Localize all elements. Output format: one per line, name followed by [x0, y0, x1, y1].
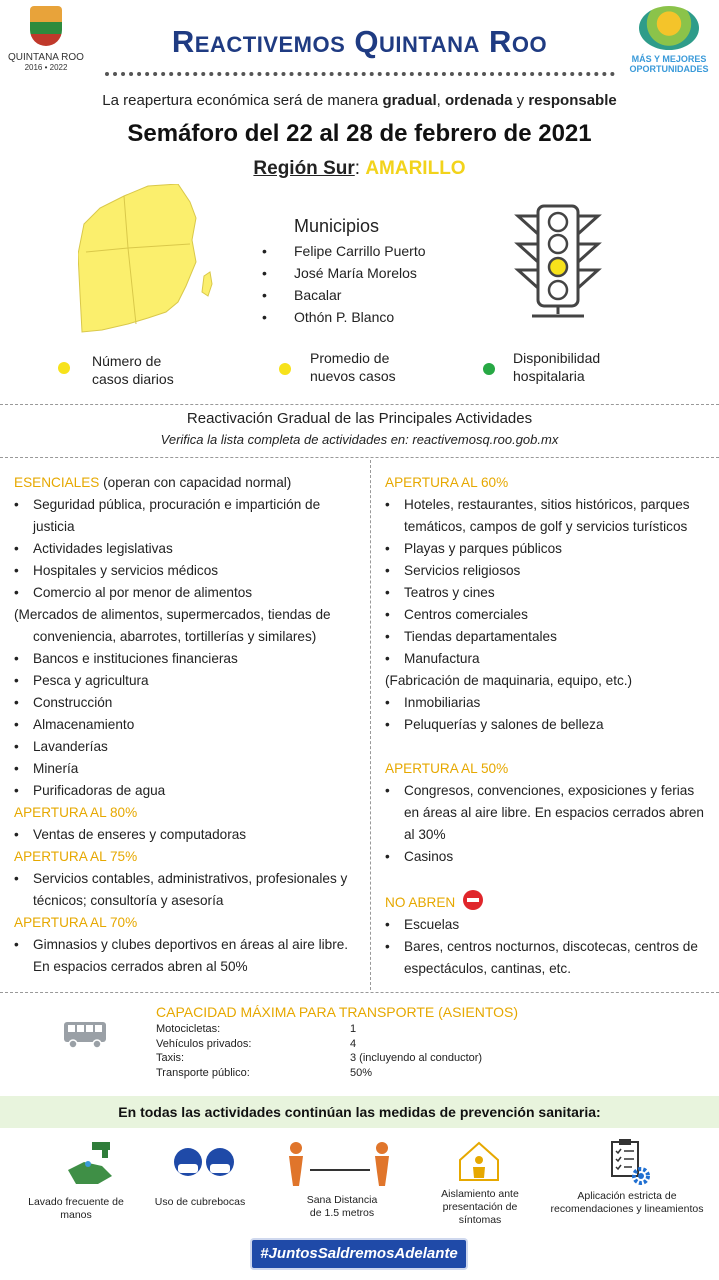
list-item: • Hoteles, restaurantes, sitios históricos, parques temáticos, campos de golf y servicios turísticos [385, 497, 690, 534]
municipio-name: Othón P. Blanco [294, 309, 395, 325]
list-item: • Servicios religiosos [385, 563, 521, 578]
intro-text [0, 92, 719, 109]
row-label: Vehículos privados: [156, 1037, 252, 1050]
list-item: • Inmobiliarias [385, 695, 481, 710]
list-item: • Servicios contables, administrativos, profesionales y técnicos; consultoría y asesoría [14, 871, 348, 908]
indicator-line: Promedio de [310, 350, 390, 366]
prevention-label [20, 1196, 132, 1222]
item-text: Casinos [404, 849, 454, 864]
municipios-title: Municipios [294, 216, 380, 236]
item-text: Tiendas departamentales [404, 629, 557, 644]
activities-title: Reactivación Gradual de las Principales Actividades [186, 410, 533, 427]
note-text: (Fabricación de maquinaria, equipo, etc.) [385, 673, 633, 688]
table-row [156, 1022, 482, 1037]
section-heading: APERTURA AL 70% [14, 915, 138, 930]
list-item: • Manufactura [385, 651, 480, 666]
face-mask-icon [172, 1142, 236, 1184]
page-title: Reactivemos Quintana Roo [171, 24, 548, 59]
label-line: presentación de [442, 1201, 518, 1213]
item-text: Playas y parques públicos [404, 541, 562, 556]
column-divider [370, 460, 371, 990]
tree-icon [639, 6, 699, 50]
list-item: • Actividades legislativas [14, 541, 173, 556]
left-column [14, 472, 364, 978]
item-text: Purificadoras de agua [33, 783, 166, 798]
table-row [156, 1051, 482, 1066]
label-line: manos [60, 1209, 92, 1221]
label-line: Uso de cubrebocas [154, 1196, 246, 1208]
bus-icon [62, 1020, 108, 1050]
social-distance-icon [286, 1140, 396, 1188]
municipios-list [262, 240, 426, 328]
no-entry-icon [463, 890, 483, 910]
intro-word: ordenada [444, 92, 513, 109]
section-heading [14, 472, 364, 494]
list-item: • Casinos [385, 849, 454, 864]
indicator-label [310, 349, 396, 385]
item-text: Servicios religiosos [404, 563, 521, 578]
row-label: Transporte público: [156, 1066, 250, 1079]
hand-washing-icon [62, 1140, 118, 1190]
municipio-name: José María Morelos [294, 265, 417, 281]
list-item: • Playas y parques públicos [385, 541, 562, 556]
item-text: Inmobiliarias [404, 695, 481, 710]
list-item: • Almacenamiento [14, 717, 135, 732]
section-heading: APERTURA AL 60% [385, 475, 509, 490]
section-heading: APERTURA AL 80% [14, 805, 138, 820]
list-item: • José María Morelos [262, 265, 417, 281]
list-item: • Bacalar [262, 287, 342, 303]
list-item: • Bancos e instituciones financieras [14, 651, 238, 666]
intro-sep: y [512, 92, 529, 109]
status-dot [483, 363, 495, 375]
indicator-line: hospitalaria [513, 368, 585, 384]
item-text: Centros comerciales [404, 607, 528, 622]
list-item: • Purificadoras de agua [14, 783, 166, 798]
heading-label: ESENCIALES [14, 475, 100, 490]
item-text: Escuelas [404, 917, 460, 932]
indicator-line: Número de [92, 353, 162, 369]
municipio-name: Felipe Carrillo Puerto [294, 243, 426, 259]
label-line: Sana Distancia [306, 1194, 378, 1206]
prevention-label [418, 1188, 542, 1227]
municipio-name: Bacalar [294, 287, 342, 303]
island-shape [202, 272, 212, 296]
item-text: Peluquerías y salones de belleza [404, 717, 604, 732]
list-item: • Escuelas [385, 917, 460, 932]
list-item: • Peluquerías y salones de belleza [385, 717, 604, 732]
region-value: AMARILLO [365, 158, 466, 179]
checklist-gear-icon [608, 1138, 652, 1186]
row-value: 50% [350, 1066, 373, 1079]
item-text: Comercio al por menor de alimentos [33, 585, 253, 600]
right-column [385, 472, 713, 980]
hashtag-banner: #JuntosSaldremosAdelante [252, 1240, 466, 1268]
row-value: 4 [350, 1037, 357, 1050]
item-text: Lavanderías [33, 739, 108, 754]
row-value: 1 [350, 1023, 357, 1035]
row-value: 3 (incluyendo al conductor) [350, 1052, 483, 1064]
list-item: • Felipe Carrillo Puerto [262, 243, 426, 259]
list-item: • Centros comerciales [385, 607, 528, 622]
list-item: • Ventas de enseres y computadoras [14, 827, 247, 842]
yellow-light [549, 258, 567, 276]
label-line: Aplicación estricta de [577, 1190, 677, 1202]
divider [0, 457, 719, 458]
region-map [78, 184, 218, 334]
list-item: • Teatros y cines [385, 585, 495, 600]
table-row [156, 1066, 482, 1081]
list-item: • Congresos, convenciones, exposiciones y ferias en áreas al aire libre. En espacios cerrados abren al 30% [385, 783, 704, 842]
prevention-label [290, 1194, 394, 1220]
label-line: recomendaciones y lineamientos [550, 1203, 704, 1215]
indicator-line: Disponibilidad [513, 350, 601, 366]
item-text: Construcción [33, 695, 113, 710]
logo-years: 2016 • 2022 [24, 63, 68, 72]
logo-text: MÁS Y MEJORES OPORTUNIDADES [629, 54, 709, 74]
home-isolation-icon [456, 1140, 502, 1182]
map-shape [78, 184, 196, 332]
intro-word: gradual [382, 92, 437, 109]
item-text: Pesca y agricultura [33, 673, 149, 688]
transport-table [156, 1022, 482, 1080]
section-heading: APERTURA AL 75% [14, 849, 138, 864]
item-text: Almacenamiento [33, 717, 135, 732]
item-text: Congresos, convenciones, exposiciones y ferias en áreas al aire libre. En espacios cerrados abren al 30% [404, 783, 704, 842]
list-item: • Othón P. Blanco [262, 309, 395, 325]
list-item: • Pesca y agricultura [14, 673, 149, 688]
indicator-line: nuevos casos [310, 368, 396, 384]
indicator-label [513, 349, 600, 385]
item-text: Teatros y cines [404, 585, 495, 600]
heading-label: NO ABREN [385, 895, 456, 910]
table-row [156, 1037, 482, 1052]
note-text: (Mercados de alimentos, supermercados, tiendas de conveniencia, abarrotes, tortillerías y similares) [14, 607, 331, 644]
item-text: Gimnasios y clubes deportivos en áreas al aire libre. En espacios cerrados abren al 50% [33, 937, 349, 974]
item-text: Bancos e instituciones financieras [33, 651, 238, 666]
label-line: de 1.5 metros [309, 1207, 375, 1219]
status-dot [279, 363, 291, 375]
label-line: Aislamiento ante [441, 1188, 519, 1200]
list-item: • Seguridad pública, procuración e impartición de justicia [14, 497, 321, 534]
row-label: Motocicletas: [156, 1023, 221, 1035]
divider [105, 72, 615, 76]
prevention-label [140, 1196, 260, 1209]
list-item: • Construcción [14, 695, 113, 710]
divider [0, 992, 719, 993]
traffic-light-icon [512, 204, 604, 320]
activities-subtitle: Verifica la lista completa de actividades en: reactivemosq.roo.gob.mx [160, 432, 559, 447]
region-label: Región Sur [253, 158, 355, 179]
semaforo-title: Semáforo del 22 al 28 de febrero de 2021 [127, 120, 592, 147]
list-item: • Minería [14, 761, 79, 776]
item-text: Ventas de enseres y computadoras [33, 827, 247, 842]
heading-note: (operan con capacidad normal) [99, 475, 292, 490]
indicator-line: casos diarios [92, 371, 174, 387]
list-item: • Hospitales y servicios médicos [14, 563, 219, 578]
list-item: • Tiendas departamentales [385, 629, 557, 644]
section-heading [385, 890, 713, 914]
item-text: Hoteles, restaurantes, sitios históricos, parques temáticos, campos de golf y servicios turísticos [404, 497, 690, 534]
logo-text: QUINTANA ROO [8, 52, 84, 63]
label-line: síntomas [458, 1214, 502, 1226]
oportunidades-logo [624, 6, 714, 86]
status-dot [58, 362, 70, 374]
item-text: Servicios contables, administrativos, profesionales y técnicos; consultoría y asesoría [33, 871, 348, 908]
prevention-title: En todas las actividades continúan las medidas de prevención sanitaria: [118, 1104, 601, 1120]
transport-title: CAPACIDAD MÁXIMA PARA TRANSPORTE (ASIENTOS) [156, 1004, 519, 1020]
item-text: Hospitales y servicios médicos [33, 563, 219, 578]
divider [0, 404, 719, 405]
item-text: Seguridad pública, procuración e impartición de justicia [33, 497, 321, 534]
indicator-label [92, 352, 174, 388]
region-colon: : [354, 158, 361, 179]
list-item: • Lavanderías [14, 739, 108, 754]
intro-sep: , [436, 92, 445, 109]
item-text: Actividades legislativas [33, 541, 173, 556]
item-text: Minería [33, 761, 79, 776]
item-text: Manufactura [404, 651, 480, 666]
item-text: Bares, centros nocturnos, discotecas, centros de espectáculos, cantinas, etc. [404, 939, 698, 976]
region-line [0, 158, 719, 180]
list-item: • Bares, centros nocturnos, discotecas, centros de espectáculos, cantinas, etc. [385, 939, 698, 976]
row-label: Taxis: [156, 1052, 185, 1064]
prevention-label [544, 1190, 710, 1216]
intro-word: responsable [528, 92, 617, 109]
section-heading: APERTURA AL 50% [385, 761, 509, 776]
intro-prefix: La reapertura económica será de manera [102, 92, 383, 109]
label-line: Lavado frecuente de [28, 1196, 124, 1208]
list-item: • Comercio al por menor de alimentos [14, 585, 253, 600]
list-item: • Gimnasios y clubes deportivos en áreas al aire libre. En espacios cerrados abren al 50% [14, 937, 349, 974]
